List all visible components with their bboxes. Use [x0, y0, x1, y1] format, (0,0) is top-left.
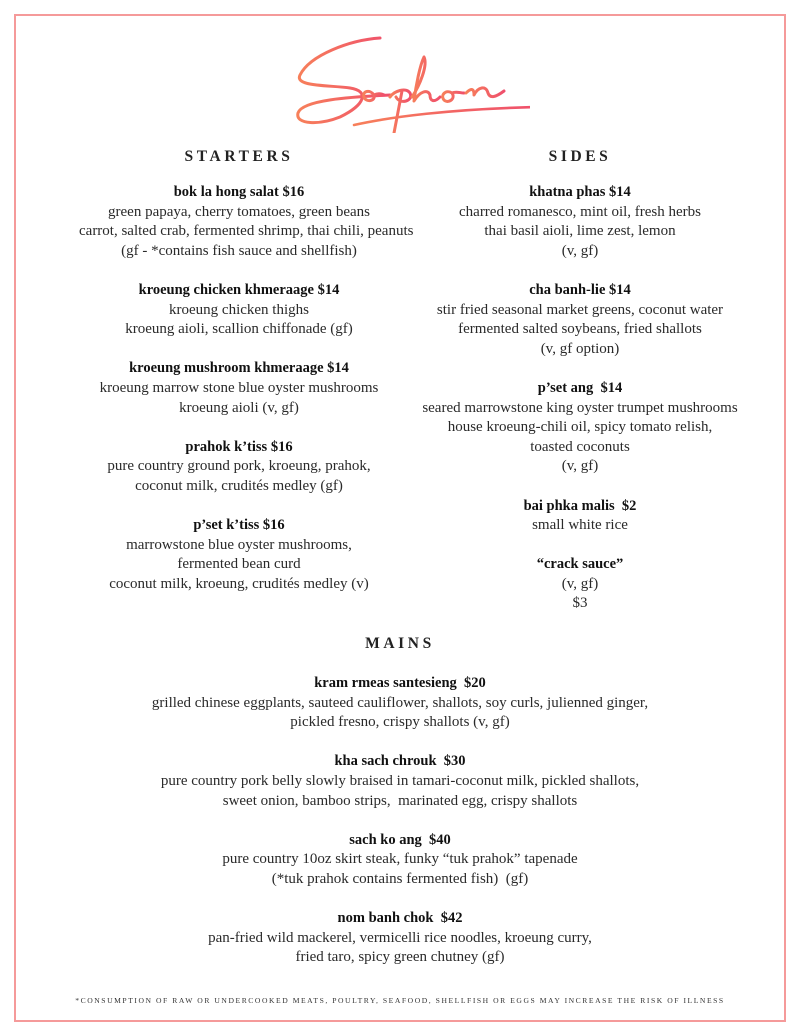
menu-item-description: coconut milk, kroeung, crudités medley (v) [109, 575, 369, 592]
menu-item-description: (v, gf) [561, 458, 599, 475]
menu-item-title: “crack sauce” [536, 556, 624, 573]
menu-item-description: seared marrowstone king oyster trumpet mushrooms [422, 399, 738, 416]
menu-item-description: pure country pork belly slowly braised in tamari-coconut milk, pickled shallots, [160, 772, 640, 789]
menu-item-description: pure country 10oz skirt steak, funky “tuk prahok” tapenade [222, 851, 578, 868]
menu-item-description: marrowstone blue oyster mushrooms, [126, 536, 352, 553]
menu-item-description: kroeung marrow stone blue oyster mushrooms [99, 379, 379, 396]
menu-item [79, 359, 399, 418]
menu-item-description: house kroeung-chili oil, spicy tomato relish, [447, 419, 713, 436]
menu-item-title: bai phka malis $2 [523, 497, 637, 514]
sophon-logo [270, 25, 530, 133]
menu-item-description: green papaya, cherry tomatoes, green beans [108, 203, 370, 220]
raw-food-disclaimer: *CONSUMPTION OF RAW OR UNDERCOOKED MEATS, POULTRY, SEAFOOD, SHELLFISH OR EGGS MAY INCREASE THE RISK OF ILLNESS [75, 996, 725, 1005]
menu-item-description: stir fried seasonal market greens, coconut water [436, 301, 724, 318]
menu-item-description: toasted coconuts [530, 438, 630, 455]
menu-item-description: fermented salted soybeans, fried shallots [458, 321, 702, 338]
menu-item-description: (gf - *contains fish sauce and shellfish) [121, 242, 357, 259]
menu-item [79, 183, 414, 261]
menu-item-description: pickled fresno, crispy shallots (v, gf) [290, 714, 510, 731]
menu-item-description: (v, gf option) [540, 340, 620, 357]
menu-item [79, 281, 399, 340]
menu-item-title: prahok k’tiss $16 [185, 438, 293, 455]
menu-item-description: coconut milk, crudités medley (gf) [135, 477, 343, 494]
menu-item-description: (*tuk prahok contains fermented fish) (gf) [271, 870, 529, 887]
menu-item-description: grilled chinese eggplants, sauteed cauliflower, shallots, soy curls, julienned ginger, [151, 694, 649, 711]
section-title-starters: STARTERS [184, 148, 294, 165]
menu-item [405, 555, 755, 614]
menu-item-title: kram rmeas santesieng $20 [314, 675, 486, 691]
menu-item-description: $3 [572, 595, 588, 612]
menu-item-title: khatna phas $14 [529, 184, 631, 200]
sides-list [405, 183, 755, 614]
menu-item-title: nom banh chok $42 [337, 910, 463, 927]
menu-item-description: kroeung aioli, scallion chiffonade (gf) [125, 321, 353, 338]
starters-list [79, 183, 414, 594]
menu-item-title: bok la hong salat $16 [173, 184, 305, 200]
section-title-sides: SIDES [548, 148, 612, 165]
menu-item-description: kroeung aioli (v, gf) [179, 399, 299, 416]
menu-item-description: sweet onion, bamboo strips, marinated egg, crispy shallots [222, 792, 578, 809]
menu-item-description: (v, gf) [561, 242, 599, 259]
menu-item [100, 674, 700, 733]
menu-item-description: fried taro, spicy green chutney (gf) [295, 949, 505, 966]
menu-item-description: thai basil aioli, lime zest, lemon [484, 223, 676, 240]
menu-item-description: carrot, salted crab, fermented shrimp, thai chili, peanuts [79, 223, 414, 240]
menu-item-title: p’set ang $14 [537, 379, 623, 396]
sophon-script-logo-icon [270, 25, 530, 133]
menu-item-title: p’set k’tiss $16 [193, 517, 285, 534]
menu-item-description: (v, gf) [561, 575, 599, 592]
menu-item-title: kroeung chicken khmeraage $14 [138, 281, 340, 298]
menu-item [79, 516, 399, 594]
menu-item [405, 497, 755, 536]
menu-item [100, 909, 700, 968]
menu-item-title: kroeung mushroom khmeraage $14 [129, 360, 349, 377]
menu-item [405, 183, 755, 261]
menu-item [405, 379, 755, 477]
menu-item-description: pure country ground pork, kroeung, prahok, [107, 458, 371, 475]
menu-item-description: small white rice [532, 517, 628, 534]
menu-item-title: kha sach chrouk $30 [334, 753, 466, 770]
menu-item-title: sach ko ang $40 [349, 831, 451, 848]
mains-list [100, 674, 700, 968]
menu-item-description: charred romanesco, mint oil, fresh herbs [459, 203, 701, 220]
menu-item-title: cha banh-lie $14 [529, 281, 631, 298]
section-title-mains: MAINS [365, 635, 435, 652]
menu-item-description: fermented bean curd [177, 556, 301, 573]
menu-item [100, 752, 700, 811]
menu-item [405, 281, 755, 359]
menu-item [79, 438, 399, 497]
menu-item-description: pan-fried wild mackerel, vermicelli rice noodles, kroeung curry, [208, 929, 592, 946]
menu-item-description: kroeung chicken thighs [169, 301, 309, 318]
menu-item [100, 831, 700, 890]
